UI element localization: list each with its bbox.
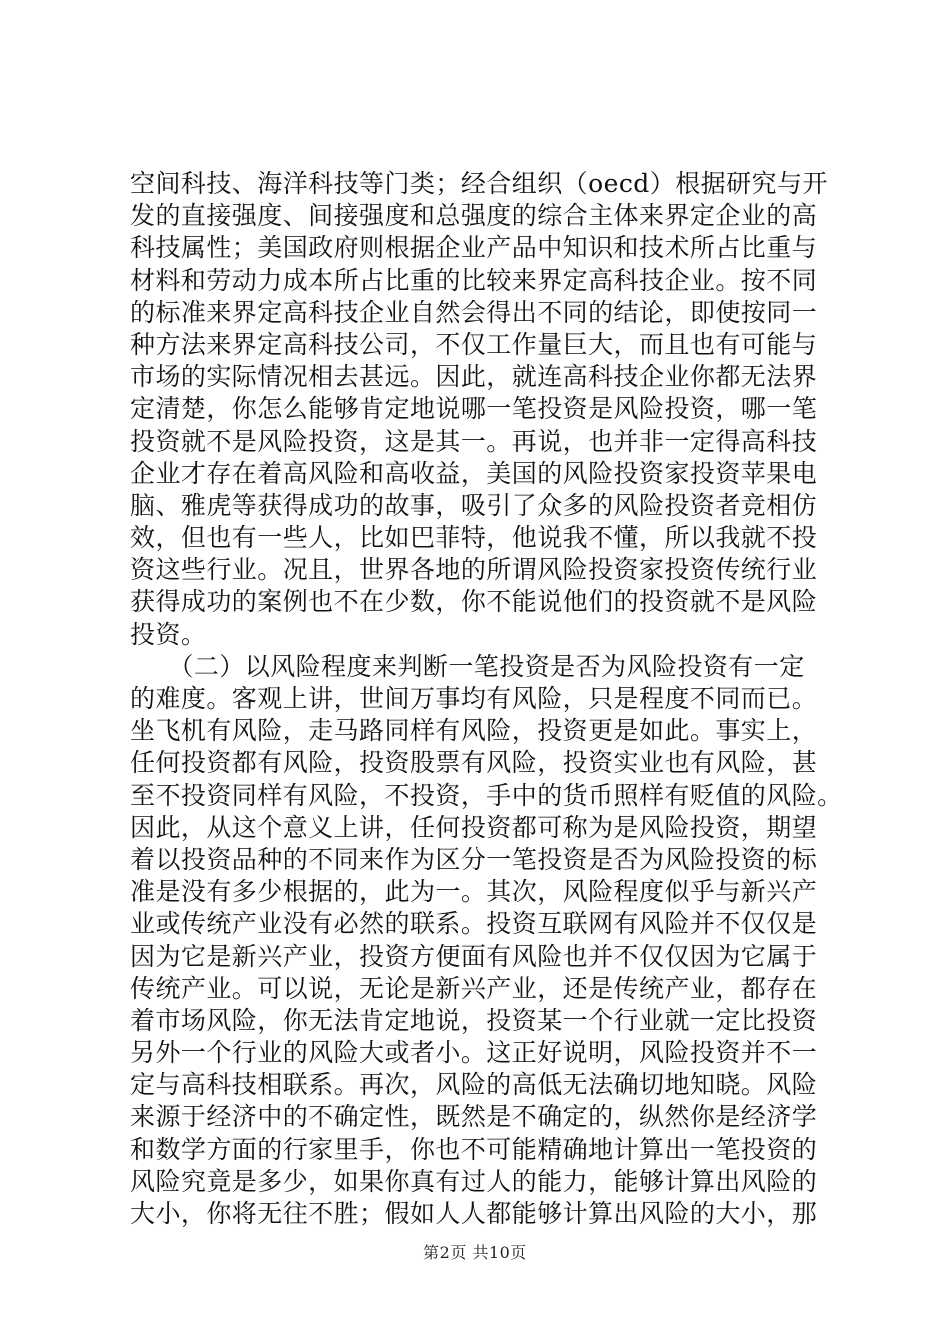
text-line: 效，但也有一些人，比如巴菲特，他说我不懂，所以我就不投 <box>130 523 818 553</box>
body-text <box>130 168 843 1230</box>
text-line: 因此，从这个意义上讲，任何投资都可称为是风险投资，期望 <box>130 812 818 842</box>
text-line: 市场的实际情况相去甚远。因此，就连高科技企业你都无法界 <box>130 362 818 392</box>
text-line: 风险究竟是多少，如果你真有过人的能力，能够计算出风险的 <box>130 1166 818 1196</box>
text-line: 科技属性；美国政府则根据企业产品中知识和技术所占比重与 <box>130 233 818 263</box>
text-line: 企业才存在着高风险和高收益，美国的风险投资家投资苹果电 <box>130 458 818 488</box>
text-line: 着市场风险，你无法肯定地说，投资某一个行业就一定比投资 <box>130 1005 818 1035</box>
text-line: 来源于经济中的不确定性，既然是不确定的，纵然你是经济学 <box>130 1102 818 1132</box>
text-line: 着以投资品种的不同来作为区分一笔投资是否为风险投资的标 <box>130 844 818 874</box>
text-line: 种方法来界定高科技公司，不仅工作量巨大，而且也有可能与 <box>130 329 818 359</box>
text-line: 另外一个行业的风险大或者小。这正好说明，风险投资并不一 <box>130 1038 818 1068</box>
text-line: 准是没有多少根据的，此为一。其次，风险程度似乎与新兴产 <box>130 877 818 907</box>
text-line: 空间科技、海洋科技等门类；经合组织（oecd）根据研究与开 <box>130 169 828 198</box>
text-line: 的标准来界定高科技企业自然会得出不同的结论，即使按同一 <box>130 297 818 327</box>
text-line: 定与高科技相联系。再次，风险的高低无法确切地知晓。风险 <box>130 1070 818 1100</box>
text-line: 大小，你将无往不胜；假如人人都能够计算出风险的大小，那 <box>130 1199 818 1228</box>
text-line: 投资。 <box>130 619 207 649</box>
text-line: 传统产业。可以说，无论是新兴产业，还是传统产业，都存在 <box>130 973 818 1003</box>
text-line: 获得成功的案例也不在少数，你不能说他们的投资就不是风险 <box>130 587 818 617</box>
text-line: 任何投资都有风险，投资股票有风险，投资实业也有风险，甚 <box>130 748 818 778</box>
text-line: 至不投资同样有风险，不投资，手中的货币照样有贬值的风险。 <box>130 780 843 810</box>
text-line: 定清楚，你怎么能够肯定地说哪一笔投资是风险投资，哪一笔 <box>130 394 818 424</box>
text-line: 的难度。客观上讲，世间万事均有风险，只是程度不同而已。 <box>130 684 818 713</box>
text-line: 材料和劳动力成本所占比重的比较来界定高科技企业。按不同 <box>130 265 818 295</box>
text-line: 资这些行业。况且，世界各地的所谓风险投资家投资传统行业 <box>130 555 818 585</box>
text-line: 和数学方面的行家里手，你也不可能精确地计算出一笔投资的 <box>130 1134 818 1164</box>
page-footer: 第2页 共10页 <box>423 1243 527 1262</box>
text-line: 坐飞机有风险，走马路同样有风险，投资更是如此。事实上， <box>130 716 818 746</box>
text-line: 投资就不是风险投资，这是其一。再说，也并非一定得高科技 <box>130 426 818 456</box>
text-line: 发的直接强度、间接强度和总强度的综合主体来界定企业的高 <box>130 201 818 231</box>
text-line: 脑、雅虎等获得成功的故事，吸引了众多的风险投资者竞相仿 <box>130 490 818 520</box>
text-line: 因为它是新兴产业，投资方便面有风险也并不仅仅因为它属于 <box>130 941 818 971</box>
text-line: 业或传统产业没有必然的联系。投资互联网有风险并不仅仅是 <box>130 909 818 939</box>
text-line: （二）以风险程度来判断一笔投资是否为风险投资有一定 <box>130 651 805 681</box>
